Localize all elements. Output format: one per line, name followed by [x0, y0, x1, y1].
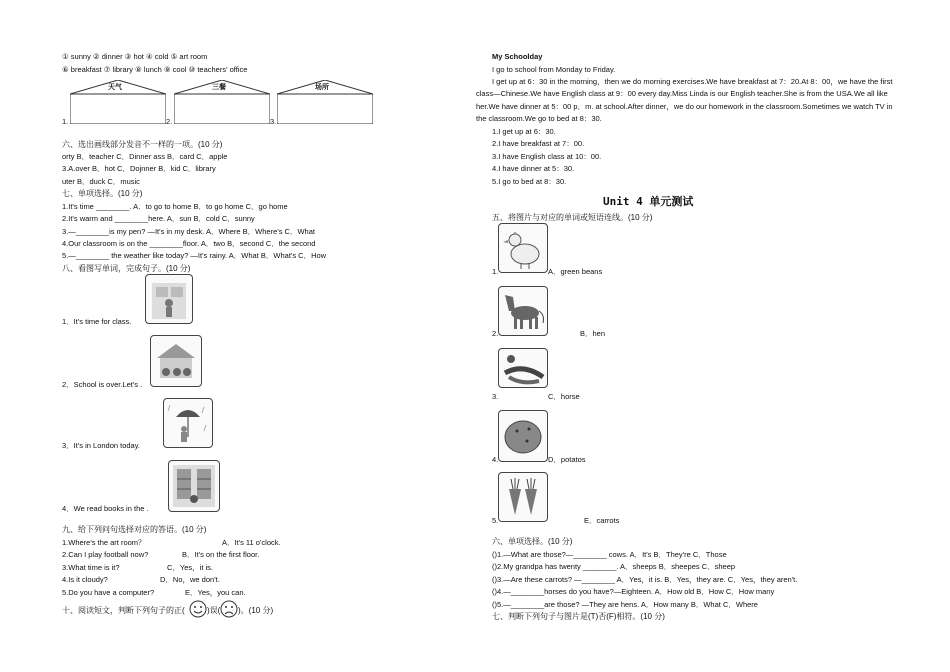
choice-item: 5.—________ the weather like today? —It's rainy. A．What B．What's C．How	[62, 251, 327, 260]
section-10-title-part: )误(	[207, 606, 221, 615]
choice-item: 4.Our classroom is on the ________floor. A．two B．second C．the second	[62, 239, 316, 248]
choice-item: ()1.—What are those?—________ cows. A．It's B．They're C．Those	[492, 550, 727, 559]
house-number: 2.	[166, 117, 173, 126]
picture-sentence: 1．It's time for class.	[62, 317, 132, 326]
passage-line: the classroom.We go to bed at 8：30.	[476, 114, 602, 123]
picture-hen	[498, 223, 548, 273]
picture-carrots	[498, 472, 548, 522]
answer: A．It's 11 o'clock.	[222, 538, 281, 547]
section-5-title: 五、将图片与对应的单词或短语连线。(10 分)	[492, 213, 653, 222]
word-bank-line-1: ① sunny ② dinner ③ hot ④ cold ⑤ art room	[62, 52, 208, 61]
picture-sentence: 3．It's in London today.	[62, 441, 141, 450]
section-10-title-part: )。(10 分)	[238, 606, 274, 615]
passage-line: I go to school from Monday to Friday.	[492, 65, 616, 74]
match-word: B．hen	[580, 329, 606, 338]
unit-title: Unit 4 单元测试	[603, 195, 694, 208]
house-number: 1.	[62, 117, 69, 126]
picture-green-beans	[498, 348, 548, 388]
match-number: 5.	[492, 516, 499, 525]
section-10-title-part: 十、阅读短文，判断下列句子的正(	[62, 606, 185, 615]
choice-item: 1.It's time ________. A．to go to home B．to go home C．go home	[62, 202, 288, 211]
section-6-title: 六、选出画线部分发音不一样的一项。(10 分)	[62, 140, 223, 149]
smile-face-icon	[189, 600, 207, 623]
choice-item: ()4.—________horses do you have?—Eighteen. A．How old B．How C．How many	[492, 587, 775, 596]
house-number: 3.	[270, 117, 277, 126]
choice-item: ()2.My grandpa has twenty ________. A．sheeps B．sheepes C．sheep	[492, 562, 736, 571]
pronunciation-item: 3.A.over B．hot C．Dojnner B．kid C．library	[62, 164, 216, 173]
match-number: 2.	[492, 329, 499, 338]
choice-item: ()3.—Are these carrots? —________ A．Yes，it is. B．Yes，they are. C．Yes，they aren't.	[492, 575, 798, 584]
picture-horse	[498, 286, 548, 336]
pronunciation-item: uter B．duck C．music	[62, 177, 140, 186]
picture-sentence: 4．We read books in the .	[62, 504, 149, 513]
judge-item: 2.I have breakfast at 7：00.	[492, 139, 585, 148]
section-7-title-right: 七、判断下列句子与图片是(T)否(F)相符。(10 分)	[492, 612, 665, 621]
pronunciation-item: orty B．teacher C．Dinner ass B．card C．apple	[62, 152, 228, 161]
picture-go-home	[150, 335, 202, 387]
passage-line: class—Chinese.We have English class at 9：00 every day.Miss Linda is our English teacher.She is from the USA.We all like	[476, 89, 888, 98]
section-7-title: 七、单项选择。(10 分)	[62, 189, 143, 198]
picture-rainy	[163, 398, 213, 448]
judge-item: 1.I get up at 6：30.	[492, 127, 556, 136]
match-word: E．carrots	[584, 516, 620, 525]
choice-item: 2.It's warm and ________here. A．sun B．cold C．sunny	[62, 214, 255, 223]
question: 5.Do you have a computer?	[62, 588, 155, 597]
house-roof-label: 天气	[108, 84, 122, 91]
sad-face-icon	[220, 600, 238, 623]
house-roof-label: 三餐	[212, 84, 226, 91]
question: 2.Can I play football now?	[62, 550, 149, 559]
match-number: 1.	[492, 267, 499, 276]
judge-item: 3.I have English class at 10：00.	[492, 152, 602, 161]
house-roof-label: 场所	[315, 84, 329, 91]
picture-sentence: 2．School is over.Let's .	[62, 380, 143, 389]
question: 3.What time is it?	[62, 563, 120, 572]
match-number: 4.	[492, 455, 499, 464]
answer: E．Yes，you can.	[185, 588, 246, 597]
passage-line: her.We have dinner at 5：00 p．m. at school.After dinner，we do our homework in the classroom.Sometimes we watch TV in	[476, 102, 893, 111]
picture-potatoes	[498, 410, 548, 462]
passage-title: My Schoolday	[492, 52, 543, 61]
section-8-title: 八、看图写单词，完成句子。(10 分)	[62, 264, 191, 273]
section-6-title-right: 六、单项选择。(10 分)	[492, 537, 573, 546]
match-word: C．horse	[548, 392, 580, 401]
answer: C．Yes，it is.	[167, 563, 213, 572]
passage-line: I get up at 6：30 in the morning，then we do morning exercises.We have breakfast at 7：20.At 8：00，we have the first	[492, 77, 893, 86]
choice-item: 3.—________is my pen? —It's in my desk. A．Where B．Where's C．What	[62, 227, 315, 236]
match-word: D．potatos	[548, 455, 586, 464]
word-bank-line-2: ⑥ breakfast ⑦ library ⑧ lunch ⑨ cool ⑩ teachers' office	[62, 65, 248, 74]
question: 1.Where's the art room？	[62, 538, 146, 547]
answer: B．It's on the first floor.	[182, 550, 260, 559]
section-9-title: 九、给下列问句选择对应的答语。(10 分)	[62, 525, 207, 534]
question: 4.Is it cloudy?	[62, 575, 108, 584]
answer: D．No，we don't.	[160, 575, 220, 584]
choice-item: ()5.—________are those? —They are hens. A．How many B．What C．Where	[492, 600, 758, 609]
judge-item: 4.I have dinner at 5：30.	[492, 164, 575, 173]
picture-class	[145, 274, 193, 324]
match-word: A．green beans	[548, 267, 603, 276]
judge-item: 5.I go to bed at 8：30.	[492, 177, 567, 186]
picture-library	[168, 460, 220, 512]
match-number: 3.	[492, 392, 499, 401]
